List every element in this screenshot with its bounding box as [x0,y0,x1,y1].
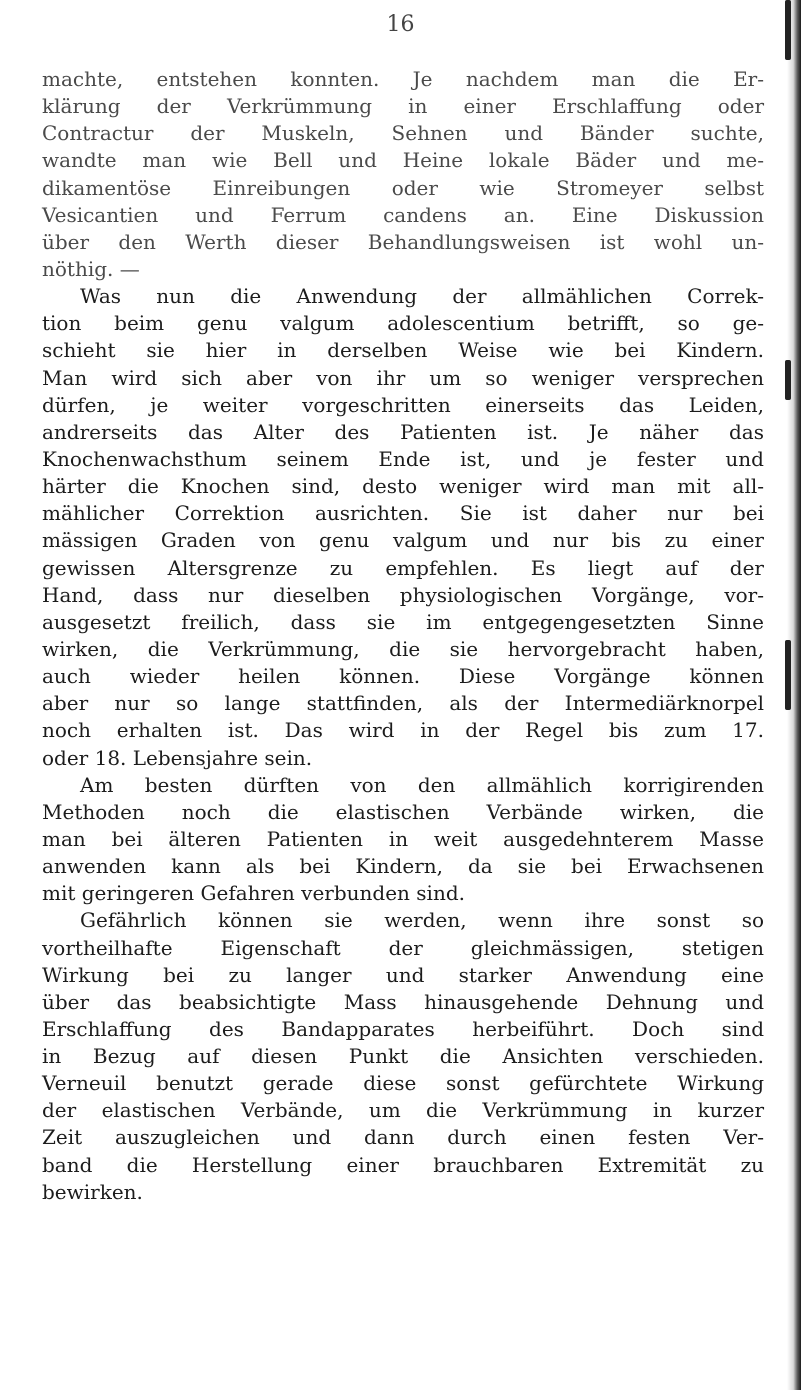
text-line: noch erhalten ist. Das wird in der Regel bis zum 17. [42,718,764,743]
text-line: ausgesetzt freilich, dass sie im entgegengesetzten Sinne [42,609,764,634]
text-line: dürfen, je weiter vorgeschritten einerseits das Leiden, [42,392,764,417]
text-line: Contractur der Muskeln, Sehnen und Bänder suchte, [42,121,764,146]
text-line: man bei älteren Patienten in weit ausgedehnterem Masse [42,826,764,851]
text-line: gewissen Altersgrenze zu empfehlen. Es liegt auf der [42,555,764,580]
page-edge-mark [785,640,791,710]
text-line: tion beim genu valgum adolescentium betrifft, so ge- [42,311,764,336]
text-line: andrerseits das Alter des Patienten ist. Je näher das [42,419,764,444]
text-line: vortheilhafte Eigenschaft der gleichmässigen, stetigen [42,935,764,960]
text-line: der elastischen Verbände, um die Verkrümmung in kurzer [42,1098,764,1123]
text-line: Wirkung bei zu langer und starker Anwendung eine [42,962,764,987]
text-line: Am besten dürften von den allmählich korrigirenden [80,772,764,797]
text-line: Man wird sich aber von ihr um so weniger versprechen [42,365,764,390]
text-line: wandte man wie Bell und Heine lokale Bäder und me- [42,148,764,173]
text-line: Was nun die Anwendung der allmählichen Correk- [80,284,764,309]
text-line: Zeit auszugleichen und dann durch einen festen Ver- [42,1125,764,1150]
text-line: Erschlaffung des Bandapparates herbeiführt. Doch sind [42,1016,764,1041]
text-line: machte, entstehen konnten. Je nachdem man die Er- [42,67,764,91]
text-line: anwenden kann als bei Kindern, da sie bei Erwachsenen [42,854,764,879]
text-line: wirken, die Verkrümmung, die sie hervorgebracht haben, [42,636,764,661]
text-line: in Bezug auf diesen Punkt die Ansichten verschieden. [42,1044,764,1069]
text-line: oder 18. Lebensjahre sein. [42,745,313,770]
text-line: auch wieder heilen können. Diese Vorgänge können [42,664,764,689]
page-number: 16 [386,12,415,37]
text-line: klärung der Verkrümmung in einer Erschlaffung oder [42,94,764,119]
text-line: dikamentöse Einreibungen oder wie Stromeyer selbst [42,175,764,200]
text-line: Knochenwachsthum seinem Ende ist, und je fester und [42,446,764,471]
page-edge-mark [785,0,791,60]
text-line: Vesicantien und Ferrum candens an. Eine Diskussion [42,202,764,227]
text-line: Gefährlich können sie werden, wenn ihre sonst so [80,908,764,933]
text-line: band die Herstellung einer brauchbaren Extremität zu [42,1152,764,1177]
text-line: mässigen Graden von genu valgum und nur bis zu einer [42,528,764,553]
text-line: mit geringeren Gefahren verbunden sind. [42,881,465,906]
text-line: schieht sie hier in derselben Weise wie bei Kindern. [42,338,764,363]
page-edge-mark [785,360,791,400]
text-line: über den Werth dieser Behandlungsweisen ist wohl un- [42,229,764,254]
body-text [42,66,764,1206]
text-line: nöthig. — [42,256,140,281]
text-line: Verneuil benutzt gerade diese sonst gefürchtete Wirkung [42,1071,764,1096]
text-line: über das beabsichtigte Mass hinausgehende Dehnung und [42,989,764,1014]
text-line: mählicher Correktion ausrichten. Sie ist daher nur bei [42,501,764,526]
text-line: bewirken. [42,1179,143,1204]
text-line: Hand, dass nur dieselben physiologischen Vorgänge, vor- [42,582,764,607]
text-line: Methoden noch die elastischen Verbände wirken, die [42,799,764,824]
text-line: aber nur so lange stattfinden, als der Intermediärknorpel [42,691,764,716]
text-line: härter die Knochen sind, desto weniger wird man mit all- [42,474,764,499]
